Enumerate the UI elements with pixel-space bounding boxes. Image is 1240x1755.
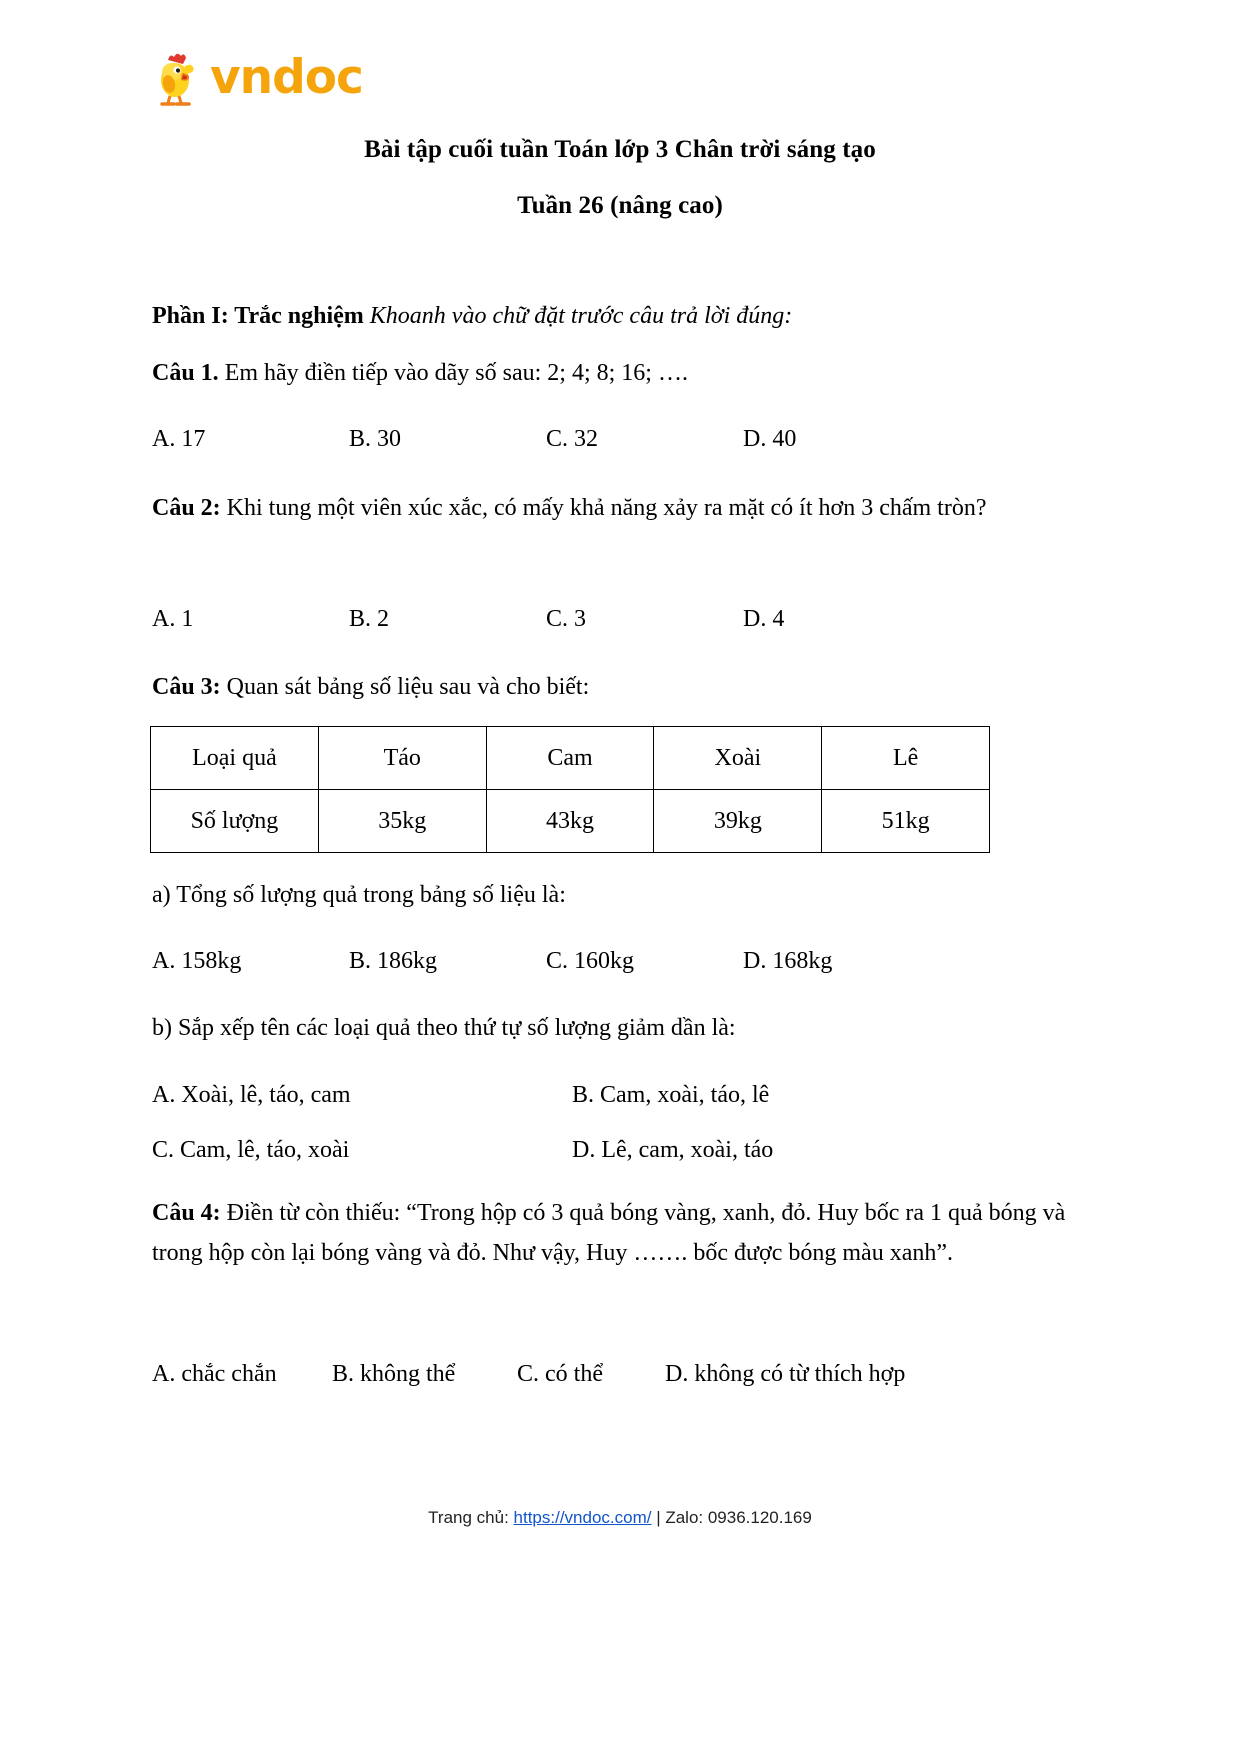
- question-3-text: Quan sát bảng số liệu sau và cho biết:: [220, 674, 590, 700]
- cell-qty-1: 35kg: [318, 790, 486, 853]
- part-heading: [152, 296, 1092, 336]
- question-2-options: [152, 602, 1092, 636]
- question-3a-options: [152, 944, 1092, 978]
- page-title: Bài tập cuối tuần Toán lớp 3 Chân trời sáng tạo: [364, 136, 876, 163]
- part-instruction: Khoanh vào chữ đặt trước câu trả lời đúng:: [369, 303, 793, 329]
- question-3b-options-row2: [152, 1133, 1092, 1167]
- fruit-data-table: [150, 726, 990, 853]
- question-1-text: Em hãy điền tiếp vào dãy số sau: 2; 4; 8; 16; ….: [218, 360, 688, 386]
- question-3-label: Câu 3:: [152, 674, 221, 700]
- option-1-b[interactable]: B. 30: [349, 426, 402, 452]
- question-3: [152, 667, 1092, 707]
- cell-fruit-2: Cam: [486, 727, 654, 790]
- question-1-options: [152, 422, 1092, 456]
- cell-fruit-1: Táo: [318, 727, 486, 790]
- question-3-part-a: a) Tổng số lượng quả trong bảng số liệu là:: [152, 882, 566, 908]
- option-2-b[interactable]: B. 2: [349, 606, 390, 632]
- option-2-c[interactable]: C. 3: [546, 606, 587, 632]
- question-4: [152, 1193, 1092, 1273]
- footer-suffix: | Zalo: 0936.120.169: [651, 1508, 812, 1527]
- option-4-b[interactable]: B. không thể: [332, 1361, 456, 1387]
- question-4-options: [152, 1357, 1092, 1391]
- option-1-c[interactable]: C. 32: [546, 426, 599, 452]
- option-3b-c[interactable]: C. Cam, lê, táo, xoài: [152, 1137, 350, 1163]
- option-3a-b[interactable]: B. 186kg: [349, 948, 438, 974]
- option-2-d[interactable]: D. 4: [743, 606, 785, 632]
- option-1-d[interactable]: D. 40: [743, 426, 797, 452]
- cell-qty-3: 39kg: [654, 790, 822, 853]
- question-3-part-b: b) Sắp xếp tên các loại quả theo thứ tự số lượng giảm dần là:: [152, 1015, 736, 1041]
- part-label: Phần I: Trắc nghiệm: [152, 303, 364, 329]
- logo-wordmark: vndoc: [210, 49, 363, 105]
- table-row-header: [151, 727, 990, 790]
- cell-qty-2: 43kg: [486, 790, 654, 853]
- cell-qty-4: 51kg: [822, 790, 990, 853]
- option-3b-b[interactable]: B. Cam, xoài, táo, lê: [572, 1082, 770, 1108]
- cell-fruit-4: Lê: [822, 727, 990, 790]
- option-4-a[interactable]: A. chắc chắn: [152, 1361, 277, 1387]
- row-label-loai-qua: Loại quả: [151, 727, 319, 790]
- question-3b-options-row1: [152, 1078, 1092, 1112]
- question-4-label: Câu 4:: [152, 1200, 221, 1226]
- chick-mascot-icon: [152, 50, 204, 108]
- option-3b-d[interactable]: D. Lê, cam, xoài, táo: [572, 1137, 774, 1163]
- option-3a-a[interactable]: A. 158kg: [152, 948, 242, 974]
- question-1: [152, 353, 1092, 393]
- table-row-quantity: [151, 790, 990, 853]
- question-1-label: Câu 1.: [152, 360, 219, 386]
- site-logo[interactable]: [152, 48, 363, 110]
- question-2-label: Câu 2:: [152, 495, 221, 521]
- row-label-so-luong: Số lượng: [151, 790, 319, 853]
- cell-fruit-3: Xoài: [654, 727, 822, 790]
- option-3a-d[interactable]: D. 168kg: [743, 948, 833, 974]
- option-3a-c[interactable]: C. 160kg: [546, 948, 635, 974]
- question-2-text: Khi tung một viên xúc xắc, có mấy khả năng xảy ra mặt có ít hơn 3 chấm tròn?: [220, 495, 987, 521]
- option-3b-a[interactable]: A. Xoài, lê, táo, cam: [152, 1082, 351, 1108]
- option-1-a[interactable]: A. 17: [152, 426, 206, 452]
- option-2-a[interactable]: A. 1: [152, 606, 194, 632]
- question-2: [152, 488, 1092, 528]
- option-4-d[interactable]: D. không có từ thích hợp: [665, 1361, 906, 1387]
- option-4-c[interactable]: C. có thể: [517, 1361, 603, 1387]
- footer-prefix: Trang chủ:: [428, 1508, 514, 1527]
- page-subtitle: Tuần 26 (nâng cao): [517, 192, 723, 219]
- page-footer: [0, 1508, 1240, 1528]
- question-4-text: Điền từ còn thiếu: “Trong hộp có 3 quả bóng vàng, xanh, đỏ. Huy bốc ra 1 quả bóng và trong hộp còn lại bóng vàng và đỏ. Như vậy, Huy ……. bốc được bóng màu xanh”.: [152, 1200, 1066, 1266]
- homepage-link[interactable]: https://vndoc.com/: [513, 1508, 652, 1527]
